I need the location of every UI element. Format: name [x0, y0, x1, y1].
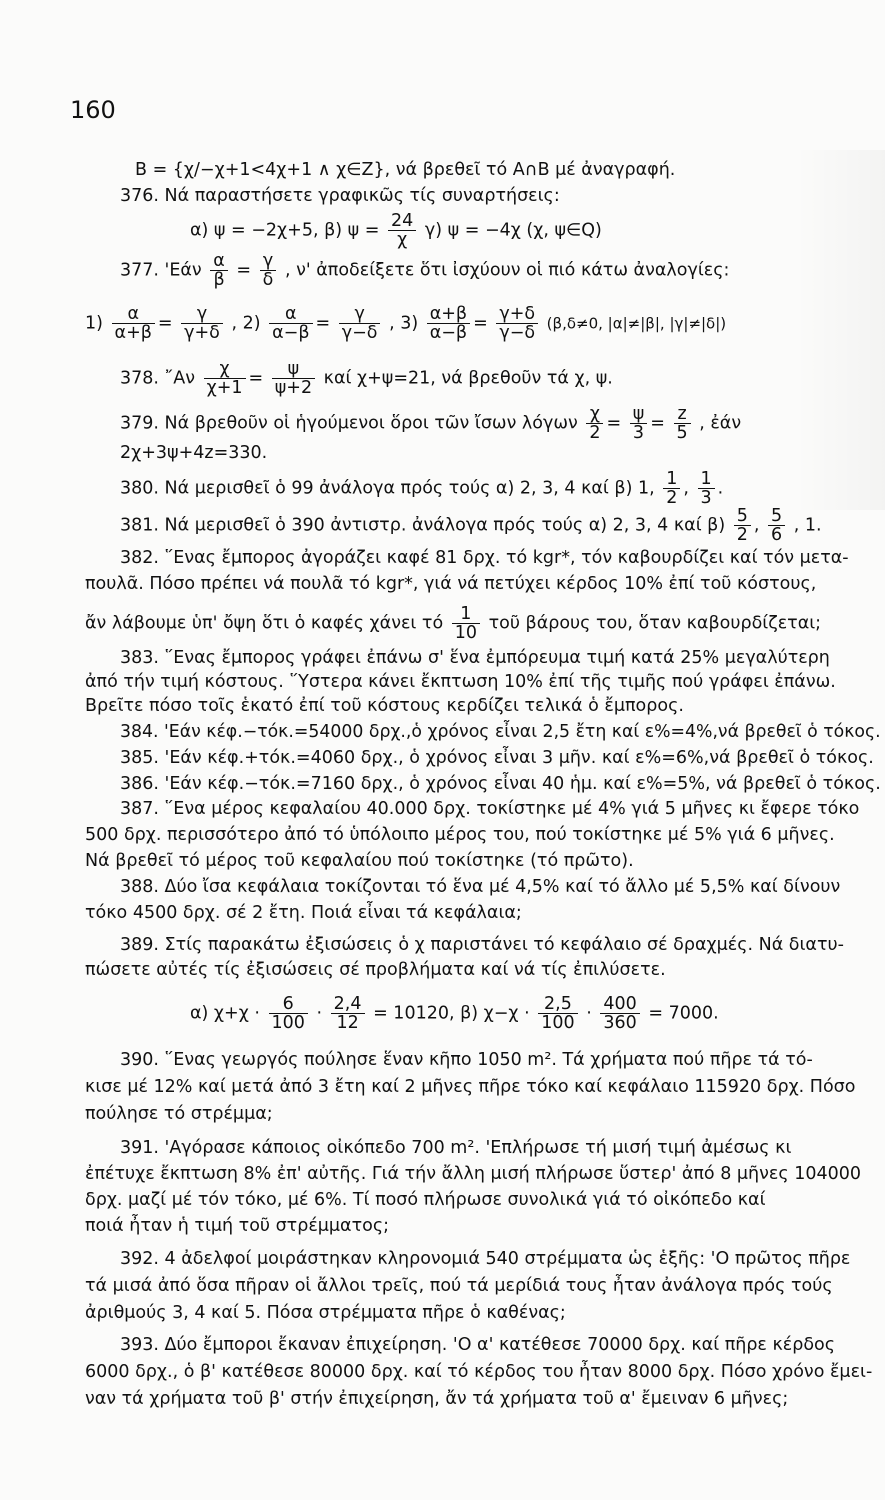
exercise-379-condition: 2χ+3ψ+4z=330.: [120, 443, 268, 463]
fraction: $\frac{\gamma}{\gamma+\delta}$: [181, 305, 223, 342]
fraction: $\frac{\chi}{2}$: [586, 405, 603, 442]
exercise-389-line2: πώσετε αὐτές τίς ἐξισώσεις σέ προβλήματα καί νά τίς ἐπιλύσετε.: [85, 960, 666, 980]
exercise-389-line1: 389. Στίς παρακάτω ἐξισώσεις ὁ χ παριστάνει τό κεφάλαιο σέ δραχμές. Νά διατυ-: [120, 935, 844, 955]
exercise-392-line3: ἀριθμούς 3, 4 καί 5. Πόσα στρέμματα πῆρε ὁ καθένας;: [85, 1303, 566, 1323]
fraction: $\frac{24}{\chi}$: [388, 212, 416, 249]
exercise-376-functions: α) ψ = −2χ+5, β) ψ = $\frac{24}{\chi}$ γ) ψ = −4χ (χ, ψ∈Q): [190, 211, 602, 250]
exercise-383-line3: Βρεῖτε πόσο τοῖς ἑκατό ἐπί τοῦ κόστους κερδίζει τελικά ὁ ἔμπορος.: [85, 696, 684, 716]
exercise-377: 377. 'Εάν $\frac{\alpha}{\beta}$ = $\frac{\gamma}{\delta}$ , ν' ἀποδείξετε ὅτι ἰσχύουν οἱ πιό κάτω ἀναλογίες:: [120, 251, 730, 290]
fraction: $\frac{400}{360}$: [600, 995, 639, 1032]
fraction: $\frac{1}{3}$: [698, 470, 715, 507]
exercise-382-line3: ἄν λάβουμε ὑπ' ὄψη ὅτι ὁ καφές χάνει τό $\frac{1}{10}$ τοῦ βάρους του, ὅταν καβουρδίζεται;: [85, 604, 822, 643]
fraction: $\frac{1}{2}$: [663, 470, 680, 507]
fraction: $\frac{\gamma}{\gamma-\delta}$: [339, 305, 381, 342]
exercise-381: 381. Νά μερισθεῖ ὁ 390 ἀντιστρ. ἀνάλογα πρός τούς α) 2, 3, 4 καί β) $\frac{5}{2}$ , $\frac{5}{6}$ , 1.: [120, 506, 822, 545]
fraction: $\frac{6}{100}$: [269, 995, 308, 1032]
exercise-389-equations: α) χ+χ · $\frac{6}{100}$ · $\frac{2,4}{12}$ = 10120, β) χ−χ · $\frac{2,5}{100}$ · $\frac{400}{360}$ = 7000.: [190, 994, 719, 1033]
exercise-391-line1: 391. 'Αγόρασε κάποιος οἰκόπεδο 700 m². 'Επλήρωσε τή μισή τιμή ἀμέσως κι: [120, 1138, 792, 1158]
fraction: $\frac{\gamma+\delta}{\gamma-\delta}$: [496, 305, 538, 342]
exercise-376: 376. Νά παραστήσετε γραφικῶς τίς συναρτήσεις:: [120, 186, 560, 206]
page-number: 160: [70, 96, 116, 124]
exercise-392-line2: τά μισά ἀπό ὅσα πῆραν οἱ ἄλλοι τρεῖς, πού τά μερίδιά τους ἦταν ἀνάλογα πρός τούς: [85, 1276, 833, 1296]
exercise-388-line2: τόκο 4500 δρχ. σέ 2 ἔτη. Ποιά εἶναι τά κεφάλαια;: [85, 903, 522, 923]
exercise-393-line3: ναν τά χρήματα τοῦ β' στήν ἐπιχείρηση, ἄν τά χρήματα τοῦ α' ἔμειναν 6 μῆνες;: [85, 1389, 789, 1409]
fraction: $\frac{2,5}{100}$: [538, 995, 577, 1032]
exercise-377-proportions: 1) $\frac{\alpha}{\alpha+\beta}$ = $\frac{\gamma}{\gamma+\delta}$ , 2) $\frac{\alpha}{\alpha-\beta}$ = $\frac{\gamma}{\gamma-\delta}$ , 3) $\frac{\alpha+\beta}{\alpha-\beta}$ = $\frac{\gamma+\delta}{\gamma-\delta}$ (β,δ≠0, |α|≠|β|, |γ|≠|δ|): [85, 304, 727, 343]
exercise-393-line2: 6000 δρχ., ὁ β' κατέθεσε 80000 δρχ. καί τό κέρδος του ἦταν 8000 δρχ. Πόσο χρόνο ἔμει-: [85, 1362, 873, 1382]
exercise-382-line2: πουλᾶ. Πόσο πρέπει νά πουλᾶ τό kgr*, γιά νά πετύχει κέρδος 10% ἐπί τοῦ κόστους,: [85, 574, 817, 594]
fraction: $\frac{5}{6}$: [768, 507, 785, 544]
fraction: $\frac{\alpha}{\alpha-\beta}$: [269, 305, 312, 342]
exercise-388-line1: 388. Δύο ἴσα κεφάλαια τοκίζονται τό ἕνα μέ 4,5% καί τό ἄλλο μέ 5,5% καί δίνουν: [120, 877, 841, 897]
exercise-391-line3: δρχ. μαζί μέ τόν τόκο, μέ 6%. Τί ποσό πλήρωσε συνολικά γιά τό οἰκόπεδο καί: [85, 1190, 766, 1210]
exercise-383-line2: ἀπό τήν τιμή κόστους. ῞Υστερα κάνει ἔκπτωση 10% ἐπί τῆς τιμῆς πού γράφει ἐπάνω.: [85, 672, 836, 692]
exercise-385: 385. 'Εάν κέφ.+τόκ.=4060 δρχ., ὁ χρόνος εἶναι 3 μῆν. καί ε%=6%,νά βρεθεῖ ὁ τόκος.: [120, 748, 874, 768]
exercise-387-line2: 500 δρχ. περισσότερο ἀπό τό ὑπόλοιπο μέρος του, πού τοκίστηκε μέ 5% γιά 6 μῆνες.: [85, 825, 835, 845]
exercise-393-line1: 393. Δύο ἔμποροι ἔκαναν ἐπιχείρηση. 'Ο α' κατέθεσε 70000 δρχ. καί πῆρε κέρδος: [120, 1335, 836, 1355]
facing-page-bleed-through: [795, 150, 885, 510]
fraction: $\frac{\psi}{3}$: [630, 405, 648, 442]
exercise-392-line1: 392. 4 ἀδελφοί μοιράστηκαν κληρονομιά 540 στρέμματα ὡς ἑξῆς: 'Ο πρῶτος πῆρε: [120, 1249, 851, 1269]
exercise-386: 386. 'Εάν κέφ.−τόκ.=7160 δρχ., ὁ χρόνος εἶναι 40 ἡμ. καί ε%=5%, νά βρεθεῖ ὁ τόκος.: [120, 774, 881, 794]
exercise-384: 384. 'Εάν κέφ.−τόκ.=54000 δρχ.,ὁ χρόνος εἶναι 2,5 ἔτη καί ε%=4%,νά βρεθεῖ ὁ τόκος.: [120, 722, 881, 742]
exercise-382-line1: 382. ῞Ενας ἔμπορος ἀγοράζει καφέ 81 δρχ. τό kgr*, τόν καβουρδίζει καί τόν μετα-: [120, 548, 849, 568]
exercise-391-line4: ποιά ἦταν ἡ τιμή τοῦ στρέμματος;: [85, 1216, 390, 1236]
fraction: $\frac{\alpha}{\alpha+\beta}$: [112, 305, 155, 342]
exercise-390-line2: κισε μέ 12% καί μετά ἀπό 3 ἔτη καί 2 μῆνες πῆρε τόκο καί κεφάλαιο 115920 δρχ. Πόσο: [85, 1077, 856, 1097]
exercise-387-line3: Νά βρεθεῖ τό μέρος τοῦ κεφαλαίου πού τοκίστηκε (τό πρῶτο).: [85, 851, 634, 871]
text-line-set-b: B = {χ/−χ+1<4χ+1 ∧ χ∈Z}, νά βρεθεῖ τό A∩B μέ ἀναγραφή.: [135, 160, 676, 180]
exercise-379: 379. Νά βρεθοῦν οἱ ἡγούμενοι ὅροι τῶν ἴσων λόγων $\frac{\chi}{2}$ = $\frac{\psi}{3}$ = $\frac{z}{5}$ , ἐάν: [120, 404, 742, 443]
fraction: $\frac{\alpha+\beta}{\alpha-\beta}$: [427, 305, 470, 342]
fraction: $\frac{\alpha}{\beta}$: [210, 252, 228, 289]
exercise-390-line1: 390. ῞Ενας γεωργός πούλησε ἕναν κῆπο 1050 m². Τά χρήματα πού πῆρε τά τό-: [120, 1050, 813, 1070]
fraction: $\frac{z}{5}$: [674, 405, 691, 442]
fraction: $\frac{1}{10}$: [452, 605, 480, 642]
exercise-387-line1: 387. ῞Ενα μέρος κεφαλαίου 40.000 δρχ. τοκίστηκε μέ 4% γιά 5 μῆνες κι ἔφερε τόκο: [120, 799, 860, 819]
fraction: $\frac{\gamma}{\delta}$: [260, 252, 277, 289]
fraction: $\frac{2,4}{12}$: [331, 995, 365, 1032]
exercise-380: 380. Νά μερισθεῖ ὁ 99 ἀνάλογα πρός τούς α) 2, 3, 4 καί β) 1, $\frac{1}{2}$ , $\frac{1}{3}$ .: [120, 469, 724, 508]
fraction: $\frac{\psi}{\psi+2}$: [272, 360, 315, 397]
exercise-391-line2: ἐπέτυχε ἔκπτωση 8% ἐπ' αὐτῆς. Γιά τήν ἄλλη μισή πλήρωσε ὕστερ' ἀπό 8 μῆνες 104000: [85, 1164, 861, 1184]
exercise-383-line1: 383. ῞Ενας ἔμπορος γράφει ἐπάνω σ' ἕνα ἐμπόρευμα τιμή κατά 25% μεγαλύτερη: [120, 648, 830, 668]
exercise-378: 378. ῎Αν $\frac{\chi}{\chi+1}$ = $\frac{\psi}{\psi+2}$ καί χ+ψ=21, νά βρεθοῦν τά χ, ψ.: [120, 359, 613, 398]
exercise-390-line3: πούλησε τό στρέμμα;: [85, 1104, 273, 1124]
fraction: $\frac{5}{2}$: [734, 507, 751, 544]
fraction: $\frac{\chi}{\chi+1}$: [204, 360, 246, 397]
